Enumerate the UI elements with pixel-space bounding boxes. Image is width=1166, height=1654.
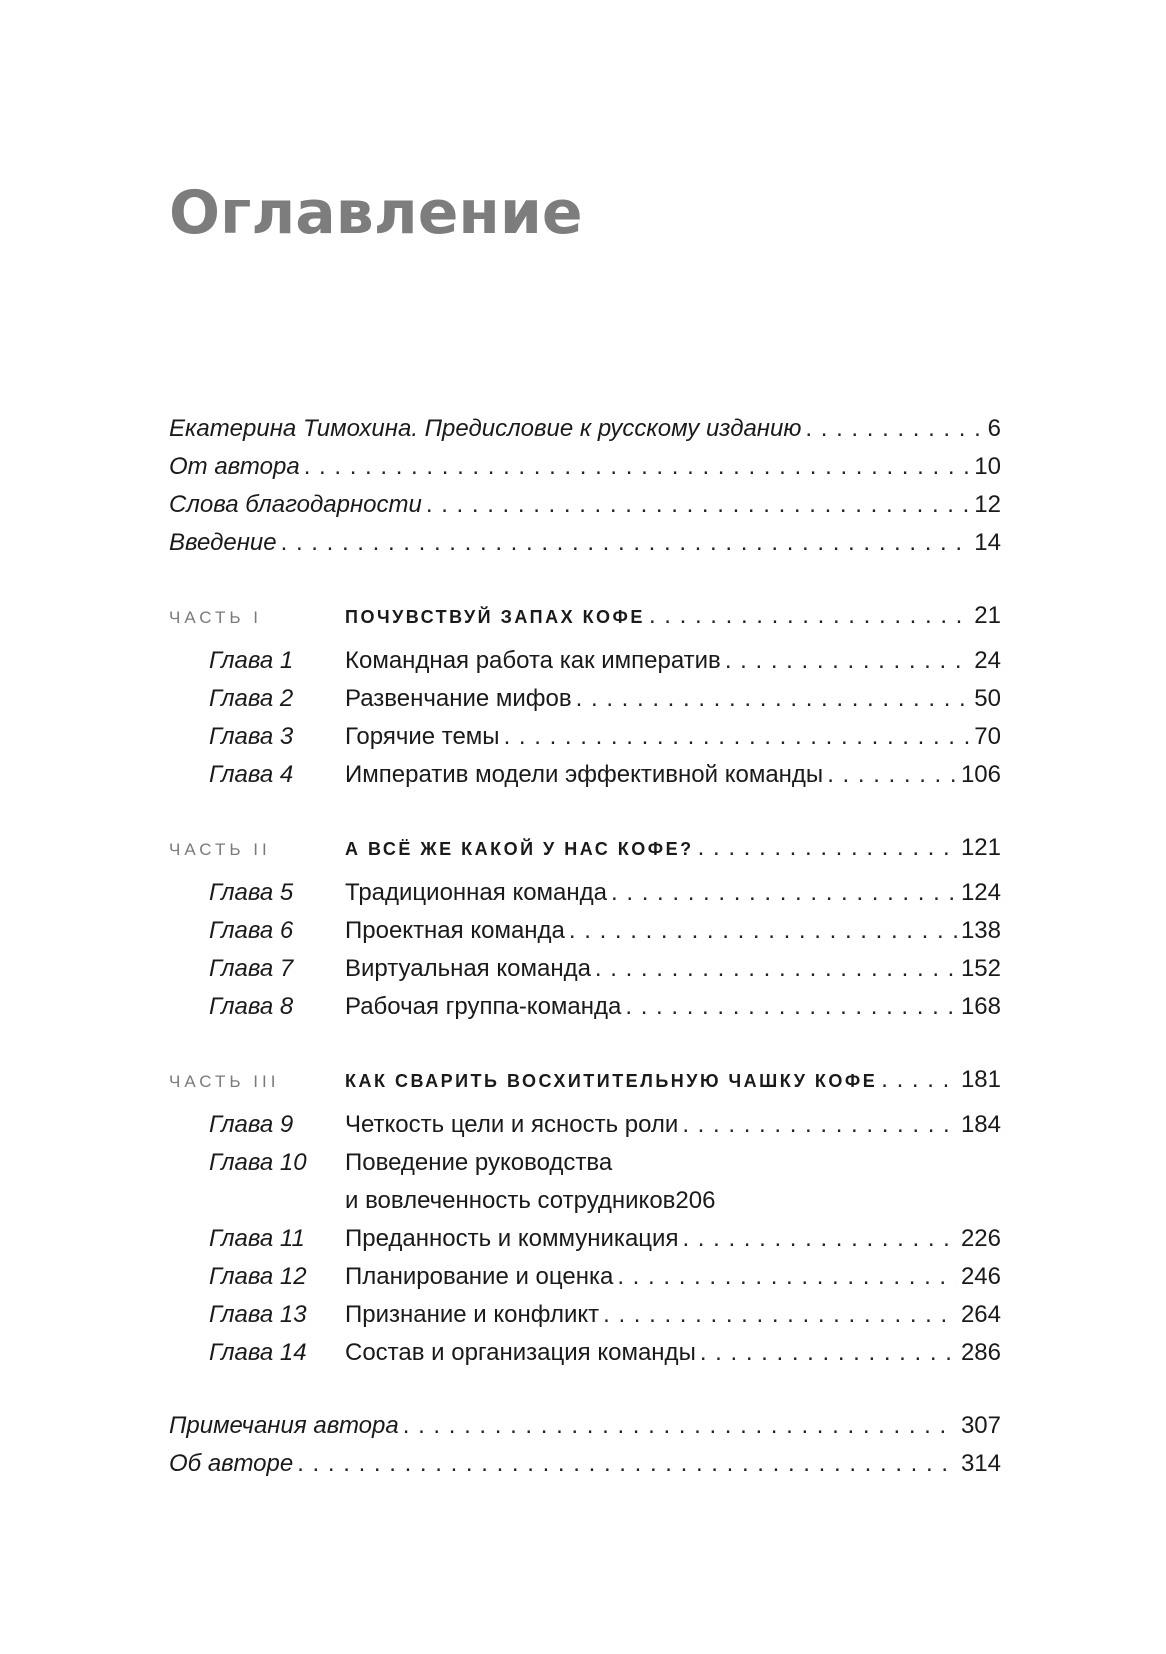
chapter-title: Развенчание мифов — [345, 685, 572, 712]
chapter-entry[interactable] — [169, 1220, 1001, 1258]
dot-leader — [504, 718, 971, 756]
chapter-entry[interactable] — [169, 1258, 1001, 1296]
toc-entry-label: Примечания автора — [169, 1412, 399, 1439]
part-heading[interactable] — [169, 597, 1001, 635]
toc-entry-page: 14 — [974, 529, 1001, 556]
chapter-page: 206 — [675, 1187, 716, 1214]
chapter-title-block — [345, 1144, 1001, 1220]
part-number: ЧАСТЬ II — [169, 840, 271, 859]
chapter-page: 226 — [960, 1225, 1001, 1252]
toc-entry[interactable] — [169, 524, 1001, 562]
dot-leader — [403, 1407, 957, 1445]
toc-entry[interactable] — [169, 1445, 1001, 1483]
toc-entry-page: 12 — [974, 491, 1001, 518]
chapter-title: Проектная команда — [345, 917, 565, 944]
chapter-page: 70 — [974, 723, 1001, 750]
toc-entry-page: 6 — [987, 415, 1001, 442]
toc-entry[interactable] — [169, 1407, 1001, 1445]
chapter-entry[interactable] — [169, 718, 1001, 756]
chapter-page: 286 — [960, 1339, 1001, 1366]
chapter-number: Глава 5 — [209, 879, 294, 906]
chapter-title: Виртуальная команда — [345, 955, 591, 982]
chapter-page: 264 — [960, 1301, 1001, 1328]
chapter-number: Глава 4 — [209, 761, 294, 788]
chapter-number: Глава 7 — [209, 955, 294, 982]
chapter-title: Признание и конфликт — [345, 1301, 600, 1328]
chapter-number: Глава 11 — [209, 1225, 305, 1252]
chapter-title: Императив модели эффективной команды — [345, 761, 824, 788]
part-section — [169, 597, 1001, 794]
chapter-title: Командная работа как императив — [345, 647, 721, 674]
chapter-page: 124 — [960, 879, 1001, 906]
chapter-page: 246 — [960, 1263, 1001, 1290]
chapter-number: Глава 14 — [209, 1339, 307, 1366]
toc-entry-label: Екатерина Тимохина. Предисловие к русскому изданию — [169, 415, 802, 442]
chapter-title: Традиционная команда — [345, 879, 608, 906]
chapter-page: 168 — [960, 993, 1001, 1020]
chapter-page: 184 — [960, 1111, 1001, 1138]
chapter-number: Глава 9 — [209, 1111, 294, 1138]
chapter-title: Состав и организация команды — [345, 1339, 696, 1366]
chapter-entry[interactable] — [169, 680, 1001, 718]
part-heading[interactable] — [169, 829, 1001, 867]
dot-leader — [827, 756, 957, 794]
chapter-number: Глава 12 — [209, 1263, 307, 1290]
chapter-number: Глава 10 — [209, 1149, 307, 1176]
dot-leader — [700, 1334, 957, 1372]
front-matter — [169, 410, 1001, 562]
dot-leader — [725, 642, 970, 680]
chapter-title: Четкость цели и ясность роли — [345, 1111, 679, 1138]
chapter-page: 50 — [974, 685, 1001, 712]
chapter-page: 24 — [974, 647, 1001, 674]
chapter-title-line2-row — [345, 1182, 1001, 1220]
dot-leader — [611, 874, 957, 912]
chapter-entry[interactable] — [169, 756, 1001, 794]
dot-leader — [625, 988, 957, 1026]
chapter-number: Глава 2 — [209, 685, 294, 712]
part-title: КАК СВАРИТЬ ВОСХИТИТЕЛЬНУЮ ЧАШКУ КОФЕ — [345, 1071, 878, 1091]
dot-leader — [682, 1220, 957, 1258]
toc-entry[interactable] — [169, 448, 1001, 486]
dot-leader — [805, 410, 983, 448]
chapter-title: Рабочая группа-команда — [345, 993, 622, 1020]
dot-leader — [698, 829, 957, 867]
dot-leader — [426, 486, 970, 524]
dot-leader — [649, 597, 970, 635]
toc-entry-page: 10 — [974, 453, 1001, 480]
part-heading[interactable] — [169, 1061, 1001, 1099]
part-number: ЧАСТЬ III — [169, 1072, 280, 1091]
chapter-entry[interactable] — [169, 874, 1001, 912]
table-of-contents — [169, 410, 1001, 1483]
chapter-title: Горячие темы — [345, 723, 500, 750]
toc-entry[interactable] — [169, 410, 1001, 448]
chapter-entry[interactable] — [169, 988, 1001, 1026]
dot-leader — [595, 950, 957, 988]
part-number: ЧАСТЬ I — [169, 608, 262, 627]
chapter-number: Глава 6 — [209, 917, 294, 944]
part-page: 181 — [960, 1066, 1001, 1093]
chapter-title-line1: Поведение руководства — [345, 1149, 613, 1176]
toc-entry-label: Об авторе — [169, 1450, 294, 1477]
part-page: 121 — [960, 834, 1001, 861]
chapter-entry[interactable] — [169, 642, 1001, 680]
chapter-number: Глава 13 — [209, 1301, 307, 1328]
dot-leader — [682, 1106, 957, 1144]
chapter-entry[interactable] — [169, 1144, 1001, 1220]
part-section — [169, 1061, 1001, 1372]
dot-leader — [576, 680, 971, 718]
back-matter — [169, 1407, 1001, 1483]
dot-leader — [297, 1445, 957, 1483]
dot-leader — [281, 524, 971, 562]
chapter-number: Глава 8 — [209, 993, 294, 1020]
dot-leader — [304, 448, 971, 486]
chapter-title-line2: и вовлеченность сотрудников — [345, 1187, 676, 1214]
dot-leader — [603, 1296, 957, 1334]
dot-leader — [881, 1061, 957, 1099]
chapter-entry[interactable] — [169, 1334, 1001, 1372]
chapter-entry[interactable] — [169, 1296, 1001, 1334]
chapter-entry[interactable] — [169, 950, 1001, 988]
toc-entry-page: 314 — [960, 1450, 1001, 1477]
page-title: Оглавление — [169, 178, 583, 248]
toc-entry-label: Слова благодарности — [169, 491, 422, 518]
part-section — [169, 829, 1001, 1026]
dot-leader — [569, 912, 957, 950]
toc-entry-label: От автора — [169, 453, 300, 480]
chapter-page: 138 — [960, 917, 1001, 944]
chapter-number: Глава 1 — [209, 647, 294, 674]
chapter-page: 152 — [960, 955, 1001, 982]
toc-entry-label: Введение — [169, 529, 277, 556]
chapter-entry[interactable] — [169, 912, 1001, 950]
chapter-entry[interactable] — [169, 1106, 1001, 1144]
toc-entry-page: 307 — [960, 1412, 1001, 1439]
chapter-title: Преданность и коммуникация — [345, 1225, 679, 1252]
part-page: 21 — [974, 602, 1001, 629]
chapter-number: Глава 3 — [209, 723, 294, 750]
chapter-page: 106 — [960, 761, 1001, 788]
toc-entry[interactable] — [169, 486, 1001, 524]
part-title: А ВСЁ ЖЕ КАКОЙ У НАС КОФЕ? — [345, 839, 694, 859]
chapter-title: Планирование и оценка — [345, 1263, 614, 1290]
dot-leader — [617, 1258, 957, 1296]
part-title: ПОЧУВСТВУЙ ЗАПАХ КОФЕ — [345, 607, 645, 627]
